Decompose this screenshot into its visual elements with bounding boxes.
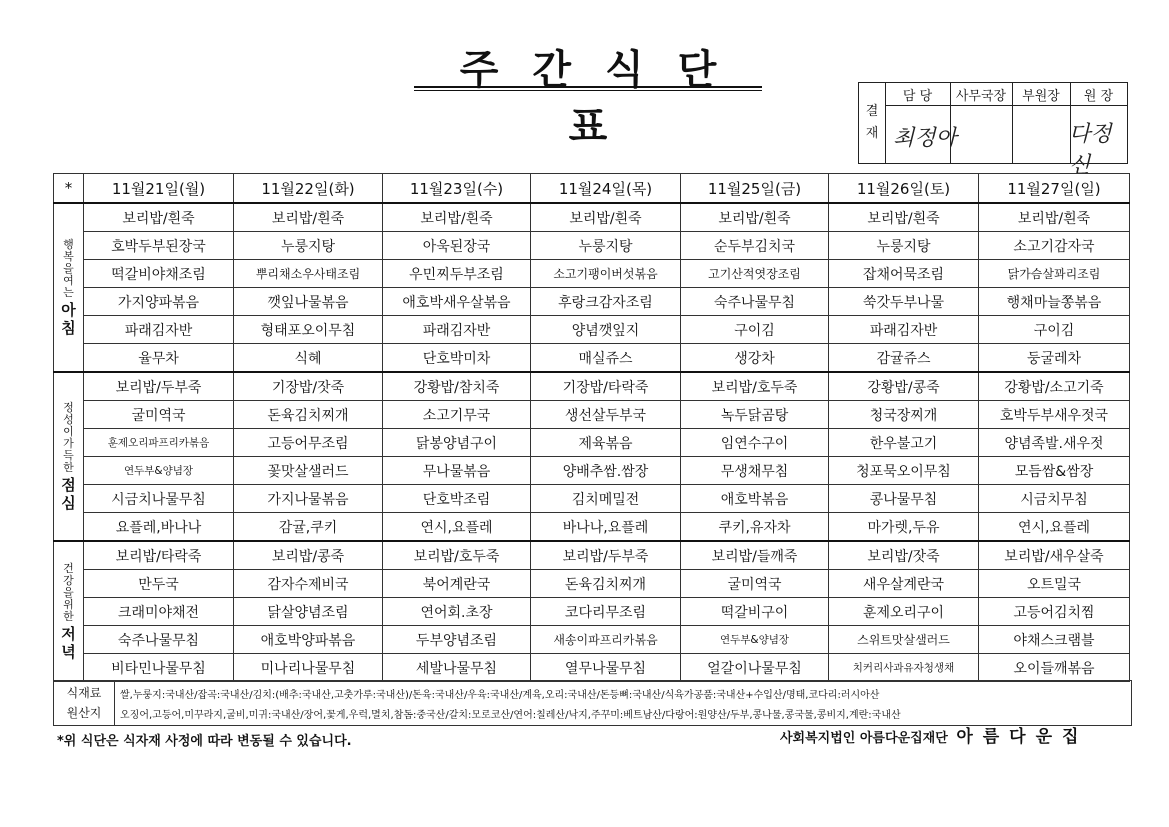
menu-item: 후랑크감자조림	[531, 288, 681, 316]
meal-section-caption: 행 복 을 여 는	[63, 237, 74, 299]
menu-item: 보리밥/들깨죽	[681, 541, 829, 570]
signature-director: 다정신	[1069, 122, 1112, 178]
menu-item: 쿠키,유자차	[681, 513, 829, 542]
day-header: 11월25일(금)	[681, 174, 829, 204]
day-header: 11월21일(월)	[84, 174, 234, 204]
menu-item: 모듬쌈&쌈장	[979, 457, 1130, 485]
menu-item: 연두부&양념장	[84, 457, 234, 485]
page-title: 주간식단표	[459, 47, 751, 150]
menu-item: 굴미역국	[84, 401, 234, 429]
title-underline	[414, 86, 762, 88]
origin-label-line: 원산지	[66, 706, 102, 720]
menu-item: 양념깻잎지	[531, 316, 681, 344]
menu-row	[54, 570, 1130, 598]
approval-side-char: 재	[865, 126, 879, 141]
menu-item: 보리밥/흰죽	[84, 203, 234, 232]
header-row	[54, 174, 1130, 204]
menu-row	[54, 654, 1130, 682]
menu-item: 호박두부새우젓국	[979, 401, 1130, 429]
menu-item: 세발나물무침	[383, 654, 531, 682]
menu-item: 보리밥/호두죽	[383, 541, 531, 570]
menu-item: 생강차	[681, 344, 829, 373]
menu-item: 한우불고기	[829, 429, 979, 457]
menu-item: 시금치나물무침	[84, 485, 234, 513]
menu-item: 행채마늘쫑볶음	[979, 288, 1130, 316]
menu-row	[54, 626, 1130, 654]
menu-item: 가지나물볶음	[234, 485, 383, 513]
menu-item: 잡채어묵조림	[829, 260, 979, 288]
approval-header: 부원장	[1012, 83, 1070, 106]
menu-item: 치커리사과유자청생채	[829, 654, 979, 682]
approval-header: 담 당	[885, 83, 950, 106]
day-header: 11월26일(토)	[829, 174, 979, 204]
menu-item: 오트밀국	[979, 570, 1130, 598]
menu-item: 청국장찌개	[829, 401, 979, 429]
menu-item: 강황밥/소고기죽	[979, 372, 1130, 401]
menu-item: 제육볶음	[531, 429, 681, 457]
menu-item: 감귤쥬스	[829, 344, 979, 373]
organization-name	[780, 722, 1088, 747]
menu-item: 보리밥/흰죽	[531, 203, 681, 232]
menu-item: 닭가슴살꽈리조림	[979, 260, 1130, 288]
meal-section-name: 점 심	[61, 475, 76, 512]
menu-item: 단호박미차	[383, 344, 531, 373]
menu-item: 고기산적엿장조림	[681, 260, 829, 288]
weekly-menu-table	[53, 173, 1130, 682]
meal-section-name: 저 녁	[61, 624, 76, 661]
menu-item: 훈제오리구이	[829, 598, 979, 626]
menu-item: 둥굴레차	[979, 344, 1130, 373]
menu-item: 누룽지탕	[234, 232, 383, 260]
menu-item: 무나물볶음	[383, 457, 531, 485]
menu-item: 보리밥/두부죽	[84, 372, 234, 401]
menu-item: 청포묵오이무침	[829, 457, 979, 485]
menu-item: 감자수제비국	[234, 570, 383, 598]
day-header: 11월24일(목)	[531, 174, 681, 204]
menu-item: 파래김자반	[383, 316, 531, 344]
organization-prefix: 사회복지법인 아름다운집재단	[780, 731, 948, 746]
menu-item: 보리밥/새우살죽	[979, 541, 1130, 570]
menu-item: 굴미역국	[681, 570, 829, 598]
meal-section-label	[54, 203, 84, 372]
menu-row	[54, 316, 1130, 344]
menu-item: 강황밥/참치죽	[383, 372, 531, 401]
origin-line-2: 오징어,고등어,미꾸라지,굴비,미귀:국내산/장어,꽃게,우럭,멸치,참돔:중국산/갈치:모로코산/연어:칠레산/낙지,주꾸미:베트남산/다랑어:원양산/두부,콩나물,콩국물,콩비지,계란:국내산	[120, 710, 901, 721]
menu-item: 보리밥/흰죽	[234, 203, 383, 232]
menu-item: 새송이파프리카볶음	[531, 626, 681, 654]
menu-item: 오이들깨볶음	[979, 654, 1130, 682]
menu-row	[54, 457, 1130, 485]
meal-section-name: 아 침	[61, 300, 76, 337]
menu-item: 새우살계란국	[829, 570, 979, 598]
menu-item: 연시,요플레	[383, 513, 531, 542]
menu-item: 단호박조림	[383, 485, 531, 513]
menu-item: 애호박볶음	[681, 485, 829, 513]
menu-item: 누룽지탕	[531, 232, 681, 260]
meal-section-label	[54, 372, 84, 541]
menu-item: 보리밥/흰죽	[829, 203, 979, 232]
menu-item: 보리밥/호두죽	[681, 372, 829, 401]
menu-item: 구이김	[681, 316, 829, 344]
approval-header: 원 장	[1070, 83, 1127, 106]
menu-item: 열무나물무침	[531, 654, 681, 682]
menu-item: 연어회.초장	[383, 598, 531, 626]
menu-item: 마가렛,두유	[829, 513, 979, 542]
menu-item: 가지양파볶음	[84, 288, 234, 316]
menu-item: 시금치무침	[979, 485, 1130, 513]
menu-item: 돈육김치찌개	[234, 401, 383, 429]
menu-item: 보리밥/두부죽	[531, 541, 681, 570]
menu-row	[54, 485, 1130, 513]
menu-item: 매실쥬스	[531, 344, 681, 373]
menu-item: 보리밥/타락죽	[84, 541, 234, 570]
menu-item: 숙주나물무침	[84, 626, 234, 654]
menu-item: 쑥갓두부나물	[829, 288, 979, 316]
menu-change-note: *위 식단은 식자재 사정에 따라 변동될 수 있습니다.	[57, 734, 352, 749]
menu-item: 닭살양념조림	[234, 598, 383, 626]
menu-item: 보리밥/흰죽	[681, 203, 829, 232]
menu-item: 크래미야채전	[84, 598, 234, 626]
title-underline-thin	[414, 90, 762, 91]
meal-section-caption: 건 강 을 위 한	[63, 561, 74, 623]
menu-item: 고등어김치찜	[979, 598, 1130, 626]
menu-item: 닭봉양념구이	[383, 429, 531, 457]
menu-item: 꽃맛살샐러드	[234, 457, 383, 485]
menu-item: 김치메밀전	[531, 485, 681, 513]
day-header: 11월22일(화)	[234, 174, 383, 204]
table-corner: *	[54, 174, 84, 204]
menu-item: 떡갈비야채조림	[84, 260, 234, 288]
menu-row	[54, 401, 1130, 429]
menu-item: 콩나물무침	[829, 485, 979, 513]
menu-row	[54, 344, 1130, 373]
menu-row	[54, 232, 1130, 260]
approval-header: 사무국장	[950, 83, 1012, 106]
menu-item: 훈제오리파프리카볶음	[84, 429, 234, 457]
menu-row	[54, 288, 1130, 316]
menu-item: 스위트맛살샐러드	[829, 626, 979, 654]
menu-item: 양배추쌈.쌈장	[531, 457, 681, 485]
menu-item: 코다리무조림	[531, 598, 681, 626]
menu-item: 만두국	[84, 570, 234, 598]
signature-staff: 최정아	[893, 126, 957, 151]
menu-item: 구이김	[979, 316, 1130, 344]
origin-label-line: 식재료	[66, 686, 102, 700]
menu-item: 누룽지탕	[829, 232, 979, 260]
organization-title: 아름다운집	[956, 727, 1089, 747]
menu-item: 두부양념조림	[383, 626, 531, 654]
menu-item: 보리밥/잣죽	[829, 541, 979, 570]
menu-item: 바나나,요플레	[531, 513, 681, 542]
origin-label	[54, 681, 115, 725]
menu-item: 숙주나물무침	[681, 288, 829, 316]
menu-item: 우민찌두부조림	[383, 260, 531, 288]
menu-row	[54, 598, 1130, 626]
menu-item: 아욱된장국	[383, 232, 531, 260]
approval-box	[858, 82, 1128, 178]
menu-item: 야채스크램블	[979, 626, 1130, 654]
approval-side-char: 결	[865, 104, 879, 119]
menu-item: 율무차	[84, 344, 234, 373]
menu-item: 북어계란국	[383, 570, 531, 598]
day-header: 11월23일(수)	[383, 174, 531, 204]
menu-item: 감귤,쿠키	[234, 513, 383, 542]
menu-item: 무생채무침	[681, 457, 829, 485]
menu-item: 호박두부된장국	[84, 232, 234, 260]
menu-item: 파래김자반	[829, 316, 979, 344]
menu-item: 보리밥/흰죽	[383, 203, 531, 232]
menu-item: 파래김자반	[84, 316, 234, 344]
menu-item: 애호박양파볶음	[234, 626, 383, 654]
menu-item: 기장밥/타락죽	[531, 372, 681, 401]
menu-row	[54, 260, 1130, 288]
menu-item: 연시,요플레	[979, 513, 1130, 542]
menu-item: 미나리나물무침	[234, 654, 383, 682]
menu-item: 보리밥/흰죽	[979, 203, 1130, 232]
menu-row	[54, 372, 1130, 401]
menu-item: 뿌리채소우사태조림	[234, 260, 383, 288]
menu-item: 임연수구이	[681, 429, 829, 457]
ingredient-origin-box	[53, 680, 1132, 726]
menu-item: 애호박새우살볶음	[383, 288, 531, 316]
menu-item: 깻잎나물볶음	[234, 288, 383, 316]
menu-row	[54, 541, 1130, 570]
menu-item: 연두부&양념장	[681, 626, 829, 654]
meal-section-label	[54, 541, 84, 682]
approval-side-label	[859, 83, 886, 163]
menu-item: 형태포오이무침	[234, 316, 383, 344]
menu-item: 돈육김치찌개	[531, 570, 681, 598]
menu-item: 양념족발.새우젓	[979, 429, 1130, 457]
menu-item: 비타민나물무침	[84, 654, 234, 682]
menu-item: 생선살두부국	[531, 401, 681, 429]
menu-item: 얼갈이나물무침	[681, 654, 829, 682]
meal-section-caption: 정 성 이 가 득 한	[63, 400, 74, 474]
menu-item: 요플레,바나나	[84, 513, 234, 542]
menu-row	[54, 429, 1130, 457]
menu-row	[54, 513, 1130, 542]
menu-item: 식혜	[234, 344, 383, 373]
menu-item: 고등어무조림	[234, 429, 383, 457]
menu-item: 소고기무국	[383, 401, 531, 429]
menu-item: 소고기감자국	[979, 232, 1130, 260]
menu-item: 보리밥/콩죽	[234, 541, 383, 570]
menu-item: 순두부김치국	[681, 232, 829, 260]
menu-item: 기장밥/잣죽	[234, 372, 383, 401]
menu-item: 녹두닭곰탕	[681, 401, 829, 429]
day-header: 11월27일(일)	[979, 174, 1130, 204]
origin-line-1: 쌀,누룽지:국내산/잡곡:국내산/김치:(배추:국내산,고춧가루:국내산)/돈육:국내산/우육:국내산/계육,오리:국내산/돈등뼈:국내산/식육가공품:국내산+수입산/명태,코다리:러시아산	[120, 690, 880, 701]
menu-row	[54, 203, 1130, 232]
menu-item: 소고기팽이버섯볶음	[531, 260, 681, 288]
menu-item: 강황밥/콩죽	[829, 372, 979, 401]
menu-item: 떡갈비구이	[681, 598, 829, 626]
